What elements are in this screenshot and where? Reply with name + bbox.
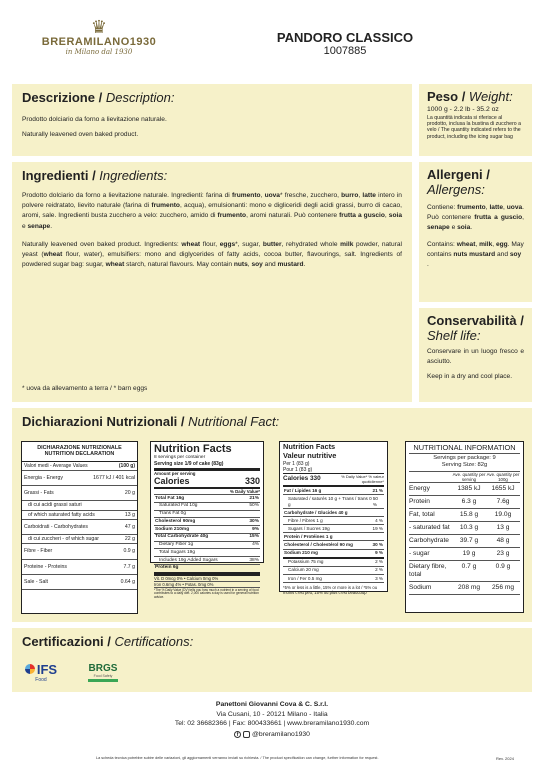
ingredients-en-allergen: wheat — [181, 240, 201, 248]
product-header — [245, 30, 445, 57]
au-nutrition-label — [405, 441, 524, 613]
brcgs-bar — [88, 679, 118, 682]
au-nutrient-row: Sodium 208 mg 256 mg — [409, 582, 520, 595]
weight-note: La quantità indicata si riferisce al prodotto, inclusa la bustina di zucchero a velo / The quantity indicated refers to the product, including the icing sugar bag — [427, 115, 522, 140]
eu-label-header: Valori medi - Average Values (100 g) — [24, 462, 135, 469]
eu-nutrient-row: Proteine - Proteins 7.7 g — [22, 560, 137, 575]
ingredients-footnote: * uova da allevamento a terra / * barn eggs — [22, 384, 148, 392]
product-code: 1007885 — [323, 45, 367, 57]
ca-nutrient-row: Calcium 20 mg 2 % — [283, 567, 384, 575]
ca-nutrient-row: Sugars / Sucres 19g 19 % — [283, 525, 384, 533]
ingredients-it-text: , aromi naturali. Può contenere — [246, 212, 340, 220]
au-servings: Servings per package: 9 — [433, 454, 496, 461]
storage-panel — [419, 308, 532, 402]
ingredients-en — [22, 240, 402, 271]
allergens-it-allergen: latte — [489, 204, 504, 211]
footer-contacts[interactable]: Tel: 02 36682366 | Fax: 800433661 | www.breramilano1930.com — [174, 720, 370, 728]
us-nutrient-row: Total Fat 16g 21% — [154, 495, 260, 503]
ca-nutrient-row: Fat / Lipides 16 g 21 % — [283, 487, 384, 495]
us-nutrient-row: Protein 6g — [154, 565, 260, 574]
eu-nutrient-row: Carboidrati - Carbohydrates 47 g — [22, 520, 137, 535]
description-it: Prodotto dolciario da forno a lievitazione naturale. — [22, 116, 167, 123]
nutrition-title: Dichiarazioni Nutrizionali / Nutritional Fact: — [22, 414, 280, 429]
us-nutrient-row: Includes 19g Added Sugars 38% — [154, 557, 260, 565]
footer — [0, 700, 544, 739]
allergens-it-text: , — [503, 204, 507, 211]
ingredients-en-allergen: butter — [262, 240, 282, 248]
allergens-en-allergen: wheat — [456, 240, 476, 248]
au-nutrient-row: Carbohydrate 39.7 g 48 g — [409, 535, 520, 548]
ingredients-en-text: *, sugar, — [235, 240, 263, 248]
au-label-title: NUTRITIONAL INFORMATION — [409, 444, 520, 454]
eu-nutrient-row: di cui zuccheri - of which sugar 22 g — [22, 535, 137, 544]
eu-nutrient-row: Energia - Energy 1677 kJ / 401 kcal — [22, 471, 137, 486]
ingredients-title: Ingredienti / Ingredients: — [22, 168, 168, 183]
ingredients-panel — [12, 162, 412, 402]
allergens-it-allergen: frutta a guscio — [474, 214, 523, 222]
allergens-it — [427, 203, 524, 234]
ingredients-it-text: Prodotto dolciario da forno a lievitazione naturale. Ingredienti: farina di — [22, 192, 232, 199]
ingredients-it-text: , acqua), emulsionanti: mono e digliceridi degli acidi grassi, burro di cacao, aromi, sale. Ingredienti busta zucchero a velo: zucchero, amido di — [22, 202, 402, 220]
ingredients-en-text: and — [262, 261, 278, 269]
allergens-en-text: , — [475, 240, 480, 248]
us-nutrient-row: Total Sugars 19g — [154, 549, 260, 557]
ca-per1: Per 1 (83 g) — [283, 460, 310, 467]
ca-nutrient-row: Sodium 210 mg 9 % — [283, 550, 384, 559]
facebook-icon[interactable]: f — [234, 731, 241, 738]
crown-icon: ♛ — [90, 17, 108, 37]
ca-per2: Pour 1 (83 g) — [283, 467, 384, 474]
footer-address: Via Cusani, 10 - 20121 Milano - Italia — [216, 710, 328, 718]
au-nutrient-row: Fat, total 15.8 g 19.0g — [409, 509, 520, 522]
ingredients-en-text: . — [303, 261, 306, 269]
ca-nutrient-row: Protein / Protéines 1 g — [283, 533, 384, 541]
allergens-en-text: . — [427, 261, 429, 269]
au-nutrient-row: - saturated fat 10.3 g 13 g — [409, 522, 520, 535]
ingredients-it-text: . — [50, 222, 53, 230]
ingredients-it-allergen: soia — [388, 212, 402, 220]
ca-calories-row: Calories 330 % Daily Value* % valeur quotidienne* — [283, 474, 384, 488]
eu-label-title: DICHIARAZIONE NUTRIZIONALE NUTRITION DECLARATION — [22, 442, 137, 462]
ingredients-en-allergen: wheat — [43, 251, 63, 259]
us-nutrient-row: Total Carbohydrate 40g 15% — [154, 534, 260, 542]
ingredients-it-allergen: latte — [362, 192, 376, 199]
ca-nutrient-row: Potassium 75 mg 2 % — [283, 559, 384, 567]
ca-nutrient-row: Saturated / saturés 10 g + Trans / trans 0 g 50 % — [283, 495, 384, 509]
ingredients-it-allergen: uova — [264, 192, 280, 199]
allergens-it-text: , — [522, 214, 524, 222]
product-name: PANDORO CLASSICO — [276, 30, 414, 45]
eu-nutrition-label — [21, 441, 138, 614]
brcgs-logo: BRGS Food Safety — [84, 657, 122, 687]
ingredients-it-allergen: frumento — [151, 202, 180, 210]
allergens-en-allergen: nuts mustard — [453, 250, 496, 258]
ingredients-en-allergen: mustard — [277, 261, 304, 269]
allergens-it-text: . — [470, 224, 473, 232]
brand-logo — [34, 18, 164, 76]
us-vitamin-row: Iron 0.6mg 4% • Potas. 0mg 0% — [154, 582, 260, 588]
au-nutrient-row: - sugar 19 g 23 g — [409, 548, 520, 561]
ingredients-en-text: Naturally leavened oven baked product. Ingredients: — [22, 240, 182, 248]
ingredients-en-allergen: wheat — [105, 261, 125, 269]
us-label-title: Nutrition Facts — [154, 443, 232, 455]
weight-title: Peso / Weight: — [427, 89, 513, 104]
eu-nutrient-row: Fibre - Fiber 0.9 g — [22, 544, 137, 559]
allergens-it-text: Contiene: — [427, 204, 458, 211]
us-nutrient-row: Cholesterol 90mg 30% — [154, 518, 260, 526]
weight-panel — [419, 84, 532, 156]
ingredients-it-allergen: frumento — [217, 212, 247, 220]
ingredients-it-text: intero in polvere reidratato, lievito naturale (farina di — [22, 192, 402, 210]
instagram-icon[interactable] — [243, 731, 250, 738]
allergens-it-text: e — [449, 224, 458, 232]
ingredients-it — [22, 191, 402, 232]
us-servings: 8 servings per container — [154, 455, 206, 460]
ingredients-it-text: , — [358, 192, 363, 199]
description-title: Descrizione / Description: — [22, 90, 175, 105]
allergens-it-allergen: uova — [506, 204, 523, 211]
ca-nutrient-row: Fibre / Fibres 1 g 4 % — [283, 517, 384, 525]
ingredients-en-allergen: soy — [251, 261, 263, 269]
ingredients-en-text: starch, natural flavours. May contain — [124, 261, 234, 269]
us-vitamin-row: Vit. D 0mcg 0% • Calcium 0mg 0% — [154, 576, 260, 582]
us-serving-size: Serving size 1/9 of cake (83g) — [154, 461, 260, 471]
ifs-logo: IFS Food — [22, 657, 60, 687]
allergens-panel — [419, 162, 532, 302]
allergens-en-text: . May contains — [427, 240, 524, 258]
au-nutrient-row: Protein 6.3 g 7.6g — [409, 496, 520, 509]
us-nutrition-label — [150, 441, 264, 600]
allergens-en-text: , — [492, 240, 496, 248]
au-nutrient-row: Energy 1385 kJ 1655 kJ — [409, 483, 520, 496]
eu-nutrient-row: Sale - Salt 0.64 g — [22, 575, 137, 590]
au-serving-size: Serving Size: 82g — [409, 462, 520, 472]
ca-label-title: Nutrition Facts — [283, 442, 336, 451]
allergens-en — [427, 240, 524, 271]
allergens-en-allergen: egg — [495, 240, 508, 248]
certifications-title: Certificazioni / Certifications: — [22, 634, 194, 649]
ingredients-it-text: , — [260, 192, 265, 199]
ca-footnote: *5% or less is a little, 15% or more is a lot / *5% ou moins c'est peu, 15% ou plus c'est beaucoup — [283, 584, 378, 596]
allergens-title: Allergeni / Allergens: — [427, 167, 490, 197]
eu-nutrient-row: of which saturated fatty acids 13 g — [22, 511, 137, 520]
allergens-en-text: and — [495, 250, 510, 258]
storage-en: Keep in a dry and cool place. — [427, 373, 513, 381]
footer-company: Panettoni Giovanni Cova & C. S.r.l. — [215, 701, 329, 708]
allergens-it-text: , — [485, 204, 490, 211]
storage-title: Conservabilità / Shelf life: — [427, 313, 524, 343]
us-calories-row: Calories 330 — [154, 476, 260, 489]
au-header: Ave. quantity per serving Ave. quantity per 100g — [409, 472, 520, 484]
ingredients-en-text: flour, — [200, 240, 220, 248]
description-panel — [12, 84, 412, 156]
allergens-it-allergen: senape — [427, 224, 450, 232]
footer-social[interactable]: f @breramilano1930 — [0, 730, 544, 740]
brand-tagline: in Milano dal 1930 — [65, 48, 133, 56]
ingredients-it-allergen: frumento — [231, 192, 261, 199]
ca-nutrition-label — [279, 441, 388, 596]
ca-label-title2: Valeur nutritive — [283, 450, 337, 460]
us-footnote: *The % Daily Value (DV) tells you how much a nutrient in a serving of food contributes to a daily diet. 2,000 calories a day is used for general nutrition advice. — [154, 587, 259, 600]
allergens-it-allergen: frumento — [457, 204, 486, 211]
ingredients-en-text: , — [247, 261, 252, 269]
ca-nutrient-row: Carbohydrate / Glucides 40 g — [283, 509, 384, 517]
weight-value: 1000 g - 2.2 lb - 35.2 oz — [427, 106, 499, 113]
ingredients-en-allergen: eggs — [219, 240, 236, 248]
au-nutrient-row: Dietary fibre, total 0.7 g 0.9 g — [409, 561, 520, 582]
ingredients-en-allergen: milk — [340, 240, 354, 248]
eu-nutrient-row: Grassi - Fats 20 g — [22, 486, 137, 501]
allergens-it-text: . Può contenere — [427, 204, 525, 222]
ingredients-it-text: e — [22, 222, 28, 230]
us-dv: % Daily Value* — [154, 489, 260, 495]
ingredients-en-text: powder, natural yeast ( — [22, 240, 402, 259]
ingredients-it-allergen: frutta a guscio — [339, 212, 385, 220]
us-nutrient-row: Trans Fat 0g — [154, 511, 260, 519]
allergens-en-allergen: milk — [479, 240, 493, 248]
ca-nutrient-row: Iron / Fer 0.5 mg 3 % — [283, 575, 384, 583]
allergens-it-allergen: soia — [457, 224, 471, 232]
footer-disclaimer: La scheda tecnica potrebbe subire delle variazioni, gli aggiornamenti verranno inviati su richiesta. / The product specification can change, further information for request. — [96, 756, 379, 760]
eu-nutrient-row: di cui acidi grassi saturi — [22, 501, 137, 510]
allergens-en-allergen: soy — [509, 250, 522, 258]
description-en: Naturally leavened oven baked product. — [22, 131, 139, 139]
us-amount: Amount per serving — [154, 470, 196, 476]
us-nutrient-row: Dietary Fiber 1g 4% — [154, 542, 260, 550]
ingredients-en-allergen: nuts — [233, 261, 248, 269]
us-nutrient-row: Sodium 210mg 9% — [154, 526, 260, 534]
ingredients-en-text: , rehydrated whole — [281, 240, 341, 248]
ingredients-it-allergen: burro — [341, 192, 359, 199]
ingredients-it-allergen: senape — [27, 222, 51, 230]
us-nutrient-row: Saturated Fat 10g 50% — [154, 503, 260, 511]
storage-it: Conservare in un luogo fresco e asciutto. — [427, 348, 524, 366]
ingredients-it-text: , — [384, 212, 389, 220]
ifs-globe-icon — [25, 664, 35, 674]
ingredients-it-text: * fresche, zucchero, — [279, 192, 342, 199]
revision: Rev. 2024 — [496, 756, 514, 761]
ingredients-en-text: flour, water), emulsifiers: mono and diglycerides of fatty acids, cocoa butter, flavourings, salt. Ingredients of powdered sugar bag: sugar, — [22, 251, 402, 269]
ca-nutrient-row: Cholesterol / Cholestérol 90 mg 30 % — [283, 541, 384, 549]
allergens-en-text: Contains: — [427, 240, 457, 248]
brand-name: BRERAMILANO1930 — [41, 36, 157, 48]
